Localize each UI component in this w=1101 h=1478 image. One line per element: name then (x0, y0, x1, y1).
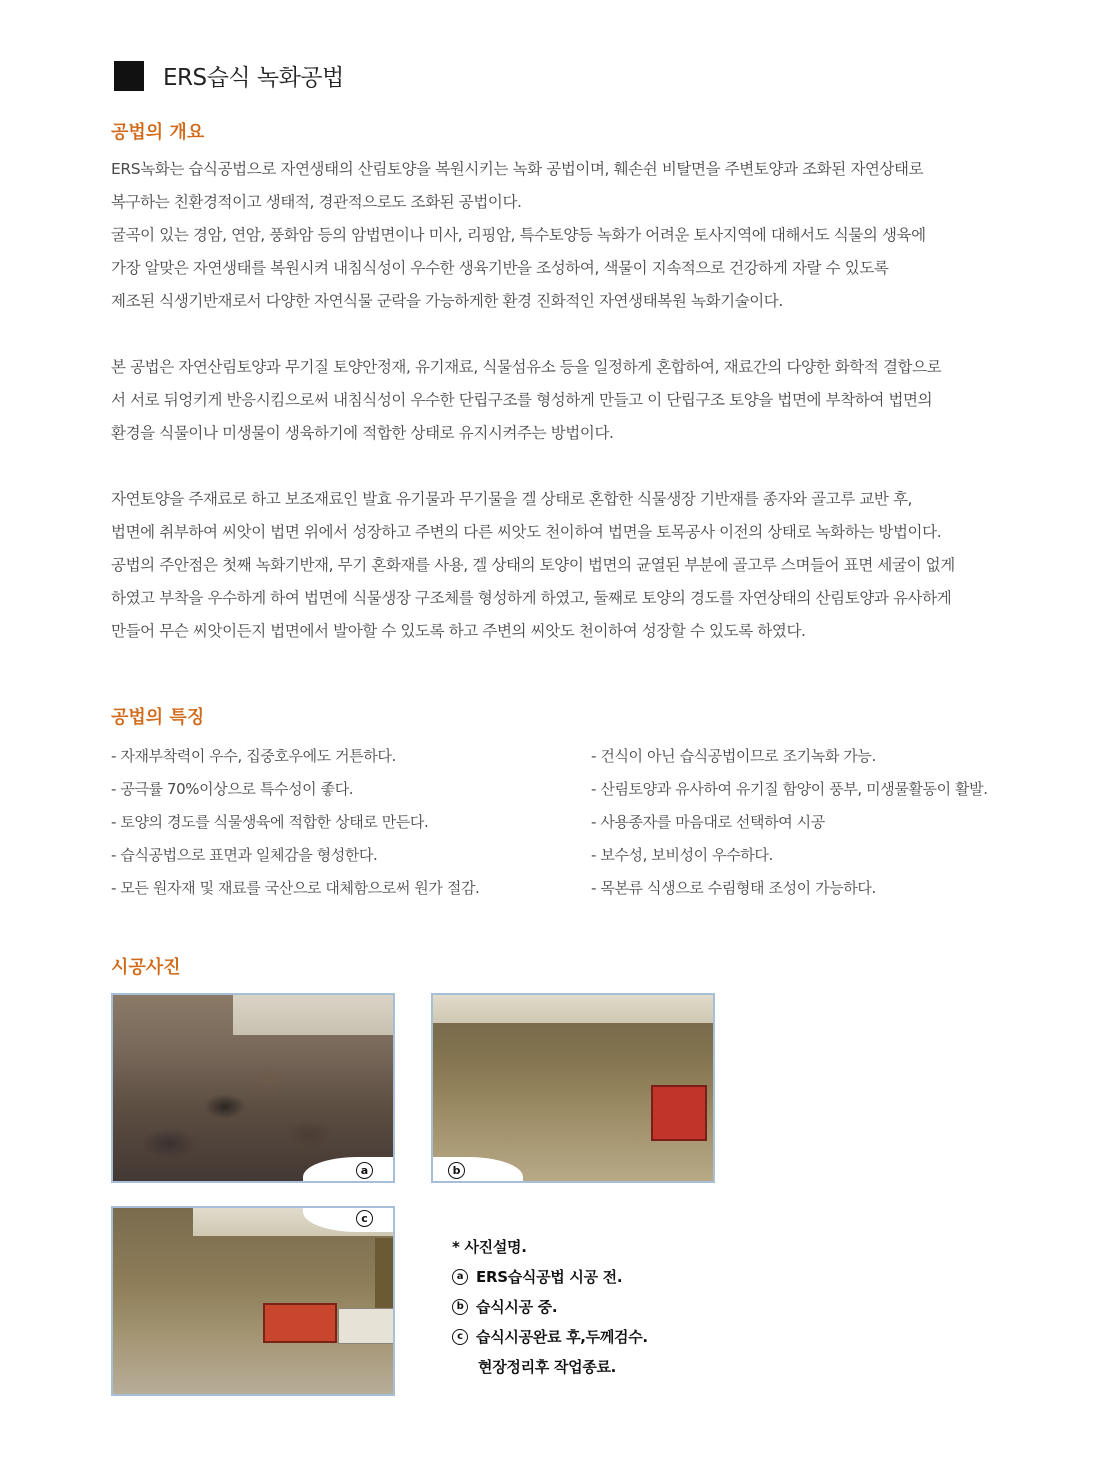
page-title-bar (114, 59, 344, 92)
list-item: - 건식이 아닌 습식공법이므로 조기녹화 가능. (591, 747, 876, 765)
caption-a-text: ERS습식공법 시공 전. (476, 1268, 623, 1286)
list-item: - 사용종자를 마음대로 선택하여 시공 (591, 813, 825, 831)
caption-badge-a: a (452, 1269, 468, 1285)
list-item: - 토양의 경도를 식물생육에 적합한 상태로 만든다. (111, 813, 429, 831)
text-line: 굴곡이 있는 경암, 연암, 풍화암 등의 암법면이나 미사, 리핑암, 특수토양등 녹화가 어려운 토사지역에 대해서도 식물의 생육에 (111, 226, 926, 244)
overview-paragraph-1 (111, 153, 1051, 318)
photo-wall (433, 995, 715, 1023)
photo-wall (233, 995, 395, 1035)
photo-after-construction (111, 1206, 395, 1396)
photo-before-construction (111, 993, 395, 1183)
caption-b (452, 1292, 648, 1322)
caption-a (452, 1262, 648, 1292)
text-line: 복구하는 친환경적이고 생태적, 경관적으로도 조화된 공법이다. (111, 193, 522, 211)
photos-heading: 시공사진 (111, 957, 181, 978)
list-item: - 자재부착력이 우수, 집중호우에도 거튼하다. (111, 747, 396, 765)
page-title: ERS습식 녹화공법 (163, 65, 344, 91)
features-left-list (111, 740, 479, 905)
text-line: 만들어 무슨 씨앗이든지 법면에서 발아할 수 있도록 하고 주변의 씨앗도 천이하여 성장할 수 있도록 하였다. (111, 622, 806, 640)
list-item: - 목본류 식생으로 수림형태 조성이 가능하다. (591, 879, 876, 897)
photo-badge-c: c (356, 1210, 373, 1227)
list-item: - 모든 원자재 및 재료를 국산으로 대체함으로써 원가 절감. (111, 879, 480, 897)
text-line: 하였고 부착을 우수하게 하여 법면에 식물생장 구조체를 형성하게 하였고, 둘째로 토양의 경도를 자연상태의 산림토양과 유사하게 (111, 589, 952, 607)
text-line: 법면에 취부하여 씨앗이 법면 위에서 성장하고 주변의 다른 씨앗도 천이하여 법면을 토목공사 이전의 상태로 녹화하는 방법이다. (111, 523, 942, 541)
photo-corner-cut (303, 1157, 395, 1183)
caption-badge-c: c (452, 1329, 468, 1345)
spray-machine (263, 1303, 337, 1343)
photo-during-construction (431, 993, 715, 1183)
features-heading: 공법의 특징 (111, 707, 205, 728)
caption-title: * 사진설명. (452, 1238, 527, 1256)
text-line: ERS녹화는 습식공법으로 자연생태의 산림토양을 복원시키는 녹화 공법이며, 훼손쉰 비탈면을 주변토양과 조화된 자연상태로 (111, 160, 924, 178)
photo-corner-cut (431, 1157, 523, 1183)
text-line: 환경을 식물이나 미생물이 생육하기에 적합한 상태로 유지시켜주는 방법이다. (111, 424, 614, 442)
caption-c (452, 1322, 648, 1352)
spray-machine (651, 1085, 707, 1141)
photo-badge-a: a (356, 1162, 373, 1179)
text-line: 자연토양을 주재료로 하고 보조재료인 발효 유기물과 무기물을 겔 상태로 혼합한 식물생장 기반재를 종자와 골고루 교반 후, (111, 490, 913, 508)
list-item: - 공극률 70%이상으로 특수성이 좋다. (111, 780, 354, 798)
caption-badge-b: b (452, 1299, 468, 1315)
photo-tower (375, 1238, 393, 1308)
overview-heading: 공법의 개요 (111, 122, 205, 143)
text-line: 가장 알맞은 자연생태를 복원시켜 내침식성이 우수한 생육기반을 조성하여, 색물이 지속적으로 건강하게 자랄 수 있도록 (111, 259, 889, 277)
text-line: 제조된 식생기반재로서 다양한 자연식물 군락을 가능하게한 환경 진화적인 자연생태복원 녹화기술이다. (111, 292, 783, 310)
overview-paragraph-2 (111, 351, 1051, 450)
truck (338, 1308, 395, 1344)
text-line: 서 서로 뒤엉키게 반응시킴으로써 내침식성이 우수한 단립구조를 형성하게 만들고 이 단립구조 토양을 법면에 부착하여 법면의 (111, 391, 933, 409)
caption-b-text: 습식시공 중. (476, 1298, 558, 1316)
overview-paragraph-3 (111, 483, 1051, 648)
list-item: - 습식공법으로 표면과 일체감을 형성한다. (111, 846, 378, 864)
list-item: - 산림토양과 유사하여 유기질 함양이 풍부, 미생물활동이 활발. (591, 780, 988, 798)
title-square-icon (114, 61, 144, 91)
photo-badge-b: b (448, 1162, 465, 1179)
caption-c-text: 습식시공완료 후,두께검수. (476, 1328, 648, 1346)
caption-c2: 현장정리후 작업종료. (478, 1358, 617, 1376)
text-line: 공법의 주안점은 첫째 녹화기반재, 무기 혼화재를 사용, 겔 상태의 토양이 법면의 균열된 부분에 골고루 스며들어 표면 세굴이 없게 (111, 556, 955, 574)
features-right-list (591, 740, 988, 905)
photo-caption (452, 1232, 648, 1382)
text-line: 본 공법은 자연산림토양과 무기질 토양안정재, 유기재료, 식물섬유소 등을 일정하게 혼합하여, 재료간의 다양한 화학적 결합으로 (111, 358, 942, 376)
list-item: - 보수성, 보비성이 우수하다. (591, 846, 773, 864)
